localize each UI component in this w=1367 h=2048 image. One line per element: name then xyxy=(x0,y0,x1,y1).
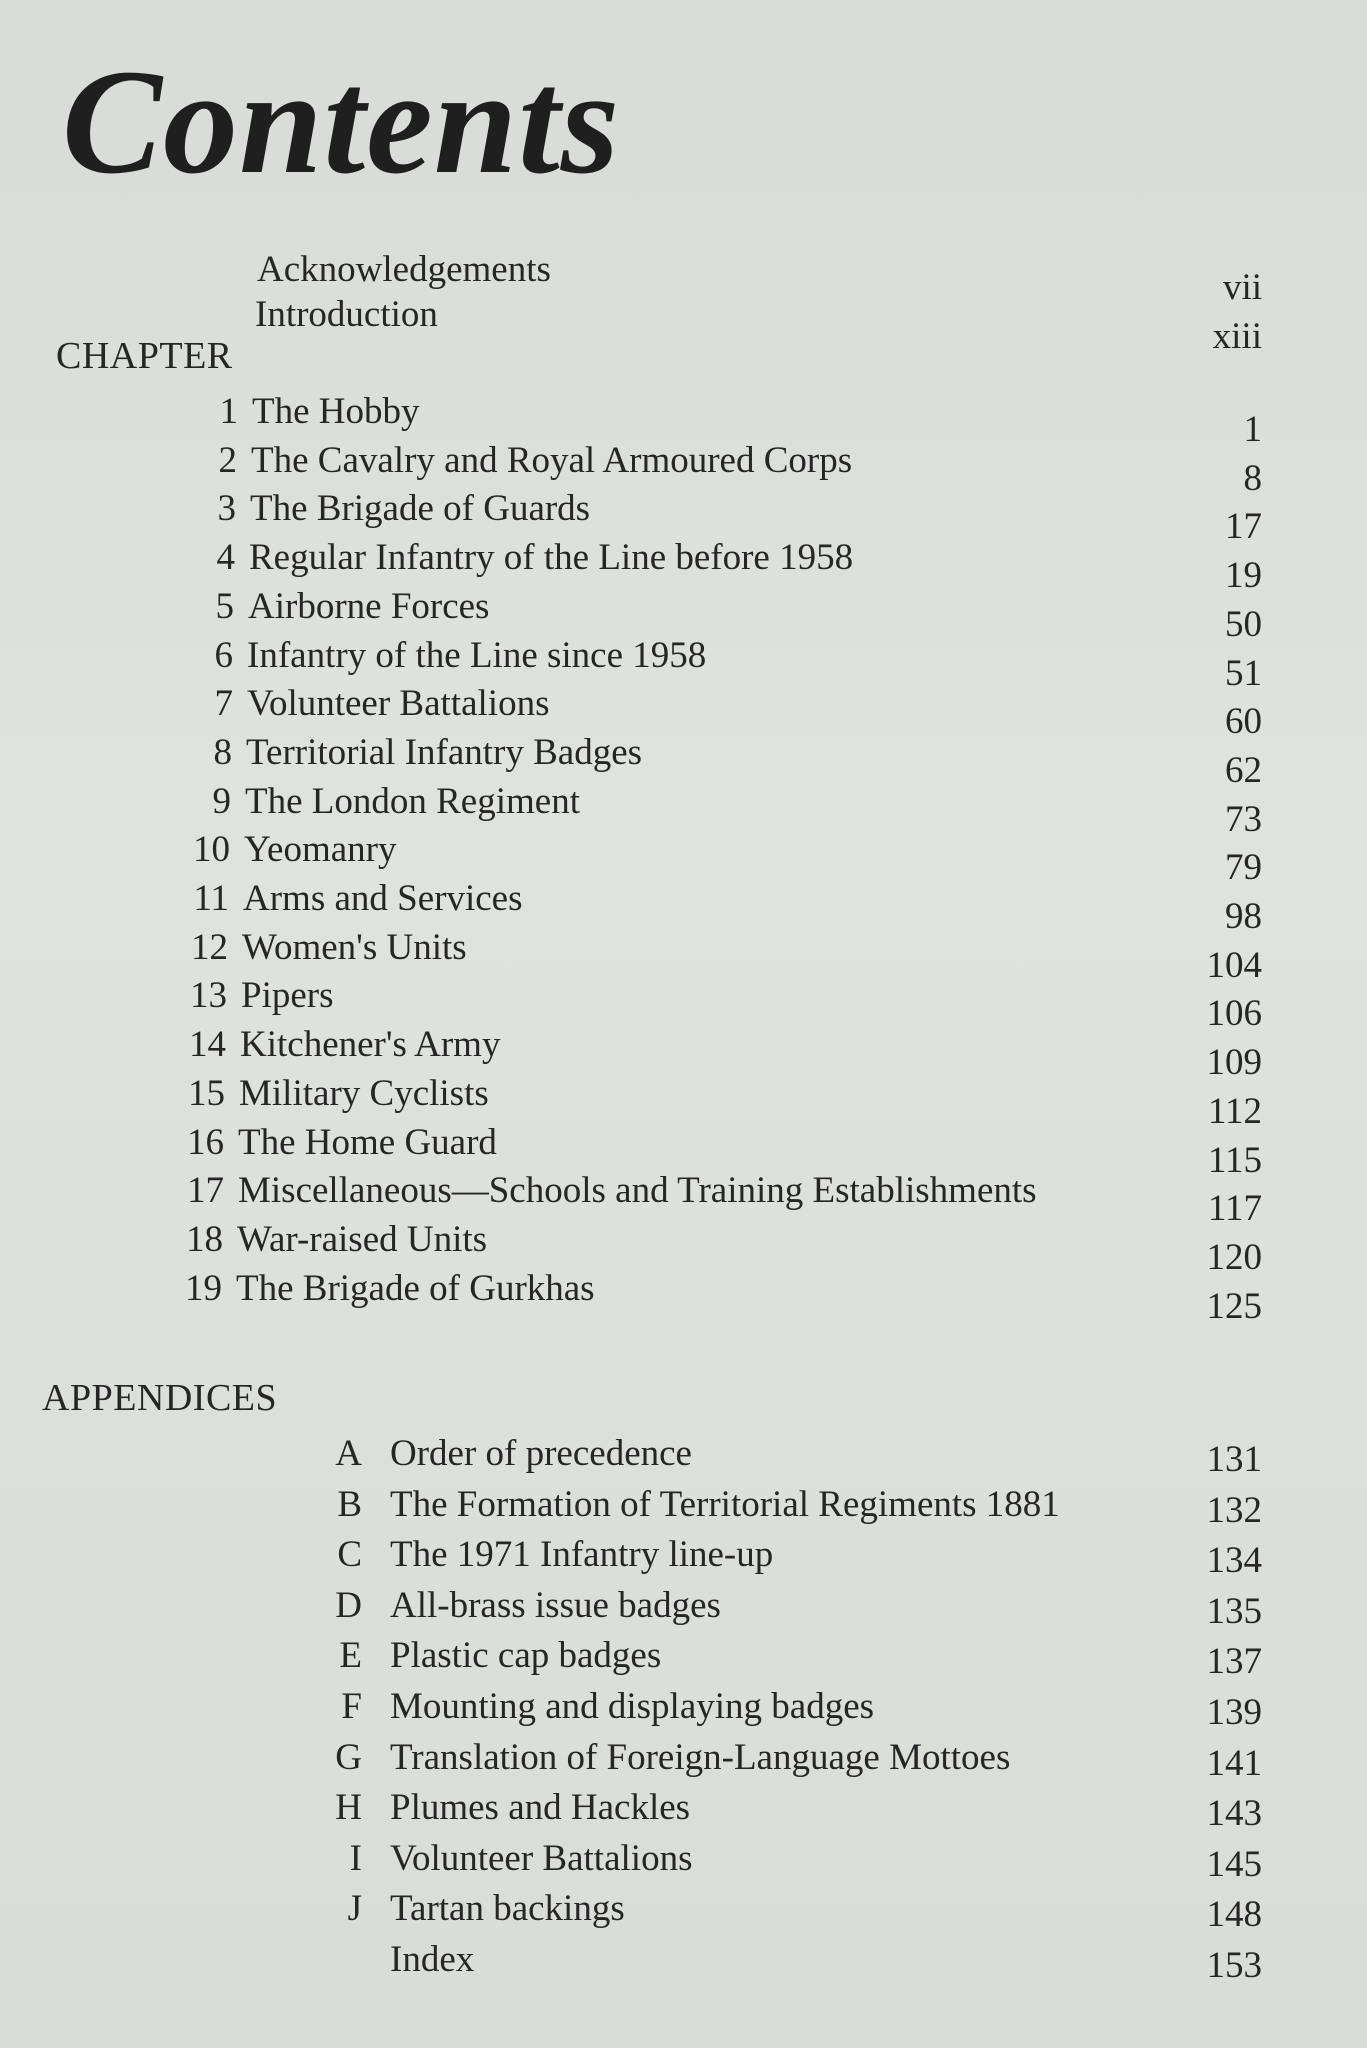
appendix-letter: B xyxy=(337,1483,362,1525)
toc-row xyxy=(0,1531,1367,1582)
chapter-number: 13 xyxy=(190,975,227,1017)
toc-row xyxy=(0,1481,1367,1529)
page-number: xiii xyxy=(1212,316,1262,357)
toc-row xyxy=(0,534,1367,597)
page-number: 112 xyxy=(1207,1090,1262,1132)
page-number: 145 xyxy=(1206,1843,1262,1885)
page-number: 143 xyxy=(1206,1793,1262,1835)
page-number: 17 xyxy=(1225,506,1262,548)
entry-title: All-brass issue badges xyxy=(390,1584,721,1626)
toc-row xyxy=(0,1885,1367,1936)
entry-title: Kitchener's Army xyxy=(240,1024,501,1066)
entry-title: Plumes and Hackles xyxy=(390,1787,691,1829)
entry-title: The Brigade of Gurkhas xyxy=(236,1267,595,1309)
entry-title: Arms and Services xyxy=(243,878,523,919)
entry-title: The Home Guard xyxy=(238,1121,497,1163)
appendix-letter: D xyxy=(335,1584,362,1626)
toc-row xyxy=(0,1021,1367,1084)
toc-row xyxy=(0,632,1367,694)
toc-row xyxy=(0,875,1367,937)
entry-title: Yeomanry xyxy=(244,829,397,871)
page-number: 153 xyxy=(1206,1945,1262,1986)
entry-title: Order of precedence xyxy=(390,1433,692,1474)
entry-title: Index xyxy=(390,1939,475,1980)
entry-title: Pipers xyxy=(241,975,334,1017)
entry-title: Infantry of the Line since 1958 xyxy=(247,634,707,676)
page-number: 62 xyxy=(1225,749,1262,791)
toc-row xyxy=(0,1430,1367,1478)
page-number: 132 xyxy=(1206,1489,1262,1531)
page-number: 117 xyxy=(1207,1188,1262,1230)
toc-row xyxy=(0,826,1367,889)
toc-row xyxy=(0,583,1367,645)
entry-title: Tartan backings xyxy=(390,1888,625,1930)
page-number: 8 xyxy=(1243,457,1262,499)
page-number: 106 xyxy=(1206,993,1262,1035)
appendix-letter: A xyxy=(335,1433,362,1474)
chapter-number: 11 xyxy=(193,878,229,919)
page-number: 125 xyxy=(1206,1285,1262,1327)
toc-row xyxy=(0,388,1367,450)
chapter-number: 7 xyxy=(214,683,233,725)
page-number: 131 xyxy=(1206,1439,1262,1480)
page-number: 19 xyxy=(1225,555,1262,597)
toc-row xyxy=(0,729,1367,791)
chapter-number: 4 xyxy=(216,537,235,579)
toc-row xyxy=(0,778,1367,840)
chapter-number: 6 xyxy=(214,634,233,676)
page-number: 51 xyxy=(1225,652,1262,694)
entry-title: The London Regiment xyxy=(245,780,580,822)
chapter-number: 18 xyxy=(186,1218,223,1260)
toc-row xyxy=(0,437,1367,499)
entry-title: Mounting and displaying badges xyxy=(390,1686,875,1727)
chapter-number: 5 xyxy=(215,585,234,627)
chapter-number: 19 xyxy=(185,1267,222,1309)
page-number: 148 xyxy=(1206,1894,1262,1936)
appendix-letter: I xyxy=(349,1837,362,1879)
chapter-number: 14 xyxy=(189,1024,226,1066)
toc-row xyxy=(0,1784,1367,1835)
entry-title: Regular Infantry of the Line before 1958 xyxy=(249,537,854,579)
entry-title: The Cavalry and Royal Armoured Corps xyxy=(251,439,853,481)
toc-row xyxy=(0,1582,1367,1630)
toc-row xyxy=(0,1119,1367,1181)
page-number: 1 xyxy=(1243,409,1262,450)
entry-title: The Brigade of Guards xyxy=(250,488,591,530)
chapter-number: 12 xyxy=(191,926,228,968)
entry-title: Military Cyclists xyxy=(239,1072,489,1114)
chapter-number: 17 xyxy=(187,1170,224,1212)
page-number: 141 xyxy=(1206,1742,1262,1784)
entry-title: Plastic cap badges xyxy=(390,1635,662,1677)
toc-row xyxy=(0,246,1367,308)
page-number: 109 xyxy=(1206,1042,1262,1084)
entry-title: The Hobby xyxy=(252,391,420,432)
entry-title: Airborne Forces xyxy=(248,585,490,627)
entry-title: Women's Units xyxy=(242,926,467,968)
entry-title: Volunteer Battalions xyxy=(390,1837,693,1879)
page-number: 73 xyxy=(1225,798,1262,840)
toc-row xyxy=(0,1632,1367,1683)
toc-row xyxy=(0,1070,1367,1132)
chapter-number: 2 xyxy=(218,439,237,481)
toc-row xyxy=(0,680,1367,743)
page-number: 115 xyxy=(1207,1139,1262,1181)
chapter-number: 16 xyxy=(187,1121,224,1163)
page-number: 137 xyxy=(1206,1641,1262,1683)
page-number: 120 xyxy=(1206,1236,1262,1278)
entry-title: Introduction xyxy=(255,294,438,335)
page-number: 135 xyxy=(1206,1590,1262,1632)
toc-row xyxy=(0,485,1367,548)
toc-row xyxy=(0,1835,1367,1883)
toc-row xyxy=(0,1936,1367,1984)
toc-row xyxy=(0,1734,1367,1782)
chapter-number: 9 xyxy=(212,780,231,822)
appendix-letter: H xyxy=(335,1787,362,1829)
page-number: vii xyxy=(1222,267,1262,308)
page-number: 104 xyxy=(1206,944,1262,986)
toc-row xyxy=(0,972,1367,1035)
chapter-heading: CHAPTER xyxy=(56,335,233,377)
entry-title: Translation of Foreign-Language Mottoes xyxy=(390,1736,1011,1778)
toc-row xyxy=(0,1167,1367,1230)
chapter-number: 10 xyxy=(193,829,230,871)
appendix-letter: F xyxy=(341,1686,362,1727)
appendices-heading: APPENDICES xyxy=(42,1377,278,1419)
toc-row xyxy=(0,1683,1367,1731)
page-number: 50 xyxy=(1225,603,1262,645)
entry-title: Acknowledgements xyxy=(257,249,551,290)
appendix-letter: E xyxy=(339,1635,362,1677)
chapter-number: 1 xyxy=(219,391,238,432)
chapter-number: 3 xyxy=(217,488,236,530)
page-number: 79 xyxy=(1225,847,1262,889)
entry-title: The Formation of Territorial Regiments 1881 xyxy=(390,1483,1060,1525)
page-title: Contents xyxy=(62,39,621,205)
entry-title: War-raised Units xyxy=(237,1218,488,1260)
toc-row xyxy=(0,1216,1367,1278)
toc-row xyxy=(0,924,1367,986)
page-number: 134 xyxy=(1206,1540,1262,1582)
entry-title: Volunteer Battalions xyxy=(247,683,550,725)
entry-title: Territorial Infantry Badges xyxy=(246,731,643,773)
page-number: 139 xyxy=(1206,1692,1262,1733)
page-number: 60 xyxy=(1225,701,1262,743)
chapter-number: 15 xyxy=(188,1072,225,1114)
appendix-letter: J xyxy=(347,1888,362,1930)
page-number: 98 xyxy=(1225,896,1262,937)
entry-title: The 1971 Infantry line-up xyxy=(390,1534,774,1576)
chapter-number: 8 xyxy=(213,731,232,773)
toc-row xyxy=(0,1265,1367,1327)
entry-title: Miscellaneous—Schools and Training Establishments xyxy=(238,1170,1037,1212)
appendix-letter: C xyxy=(337,1534,362,1576)
appendix-letter: G xyxy=(335,1736,362,1778)
